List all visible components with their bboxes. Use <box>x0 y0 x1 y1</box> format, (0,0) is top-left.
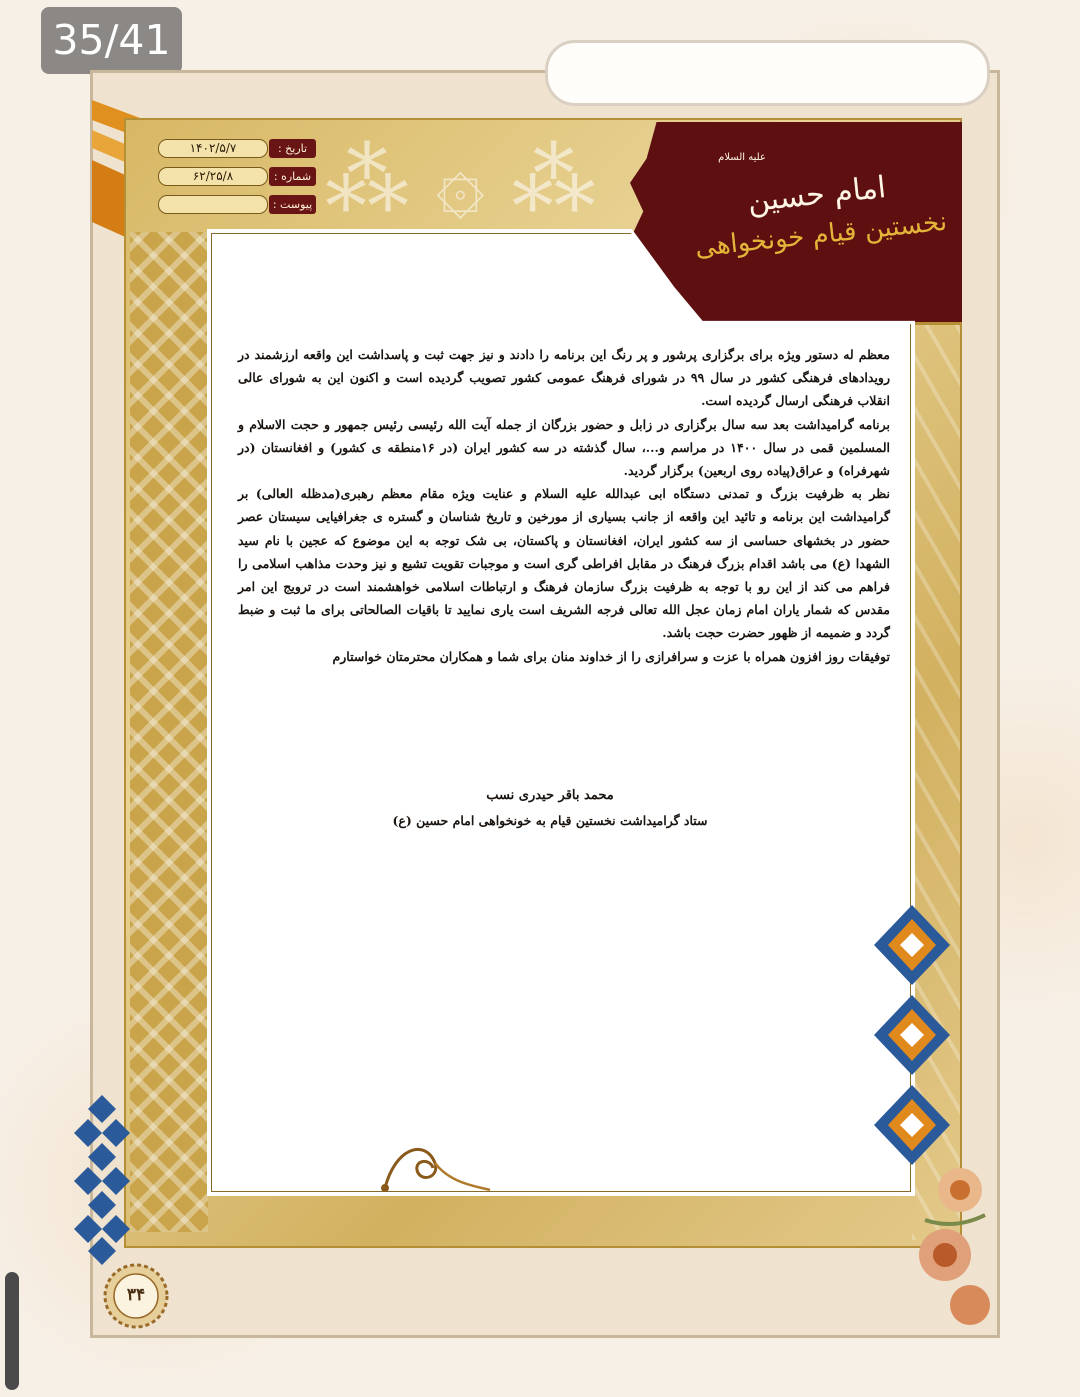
floral-ornament-strip <box>130 232 208 1232</box>
header-title-line2: امام حسین <box>745 170 888 220</box>
letter-meta <box>158 139 316 223</box>
letter-paragraph-4: توفیقات روز افزون همراه با عزت و سرافرازی را از خداوند منان برای شما و همکاران محترمتان خواستارم <box>332 648 890 664</box>
top-title-box <box>545 40 990 106</box>
page-counter: 35/41 <box>41 7 182 74</box>
tile-1 <box>874 905 950 985</box>
attachment-label: پیوست : <box>269 195 316 214</box>
tile-motif-left <box>72 1095 132 1265</box>
number-label: شماره : <box>269 167 316 186</box>
letter-paragraph-2: برنامه گرامیداشت بعد سه سال برگزاری در زابل و حضور بزرگان از جمله آیت الله رئیسی رئیس جمهور و حجت الاسلام و المسلمین قمی در سال ۱۴۰۰ در مراسم و...، سال گذشته در سه کشور ایران (در ۱۶منطقه ی کشور) و افغانستان (در شهرفراه) و عراق(پیاده روی اربعین) برگزار گردید. <box>238 416 890 479</box>
signer-organization: ستاد گرامیداشت نخستین قیام به خونخواهی امام حسین (ع) <box>392 813 708 828</box>
tile-motif-right <box>872 905 952 1165</box>
date-field: ۱۴۰۲/۵/۷ <box>158 139 268 158</box>
date-label: تاریخ : <box>269 139 316 158</box>
attachment-field <box>158 195 268 214</box>
signature-block <box>340 783 760 833</box>
date-row <box>158 139 316 158</box>
attachment-row <box>158 195 316 214</box>
tile-2 <box>874 995 950 1075</box>
header-title-line1: نخستین قیام خونخواهی <box>693 206 949 264</box>
tile-3 <box>874 1085 950 1165</box>
page-number: ۳۴ <box>126 1285 146 1305</box>
number-field: ۶۲/۲۵/۸ <box>158 167 268 186</box>
header-salutation: علیه السلام <box>718 152 766 163</box>
signer-name: محمد باقر حیدری نسب <box>486 788 614 803</box>
flower-decoration <box>915 1160 995 1330</box>
swirl-ornament <box>375 1128 495 1198</box>
scrollbar-thumb[interactable] <box>5 1272 19 1390</box>
letter-body <box>238 343 890 668</box>
number-row <box>158 167 316 186</box>
letter-paragraph-1: معظم له دستور ویژه برای برگزاری پرشور و پر رنگ این برنامه را دادند و نیز جهت ثبت و پاسداشت این واقعه ارزشمند در رویدادهای فرهنگی کشور در سال ۹۹ در شورای فرهنگ عمومی کشور تصویب گردیده است و اکنون این به شورای عالی انقلاب فرهنگی ارسال گردیده است. <box>238 347 890 409</box>
letter-paragraph-3: نظر به ظرفیت بزرگ و تمدنی دستگاه ابی عبدالله علیه السلام و عنایت ویژه مقام معظم رهبری(مدظله العالی) بر گرامیداشت این برنامه و تائید این واقعه از جانب بسیاری از مورخین و تاریخ شناسان و گستره ی جغرافیایی سیستان عصر حضور در بخشهای حساسی از سه کشور ایران، افغانستان و پاکستان، بی شک توجه به این موضوع که عجین با نام سید الشهدا (ع) می باشد اقدام بزرگ فرهنگ در مقابل افراطی گری است و موجبات تقویت تشیع و نیز وحدت مذاهب اسلامی را فراهم می کند از این رو با توجه به ظرفیت بزرگ سازمان فرهنگ و ارتباطات اسلامی خواهشمند است در ترویج این امر مقدس که شمار یاران امام زمان عجل الله تعالی فرجه الشریف است یاری نمایید تا باقیات الصالحاتی برای ما ثبت و ضبط گردد و ضمیمه از ظهور حضرت حجت باشد. <box>238 486 890 641</box>
background-calligraphy: ⁂ ۞ ⁂ <box>325 131 596 229</box>
page-number-badge <box>102 1262 170 1330</box>
